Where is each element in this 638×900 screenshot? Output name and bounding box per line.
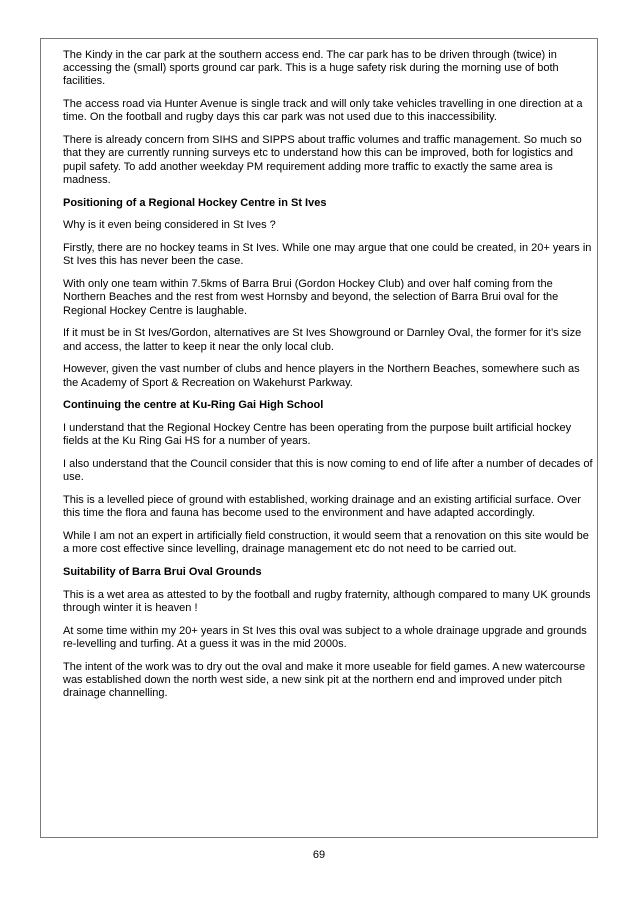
paragraph-end-of-life: I also understand that the Council consider that this is now coming to end of life after a number of decades of use. bbox=[63, 458, 593, 484]
paragraph-hunter-avenue-access: The access road via Hunter Avenue is single track and will only take vehicles travelling in one direction at a time. On the football and rugby days this car park was not used due to this inaccessibility. bbox=[63, 98, 583, 124]
paragraph-northern-beaches: However, given the vast number of clubs and hence players in the Northern Beaches, somewhere such as the Academy of Sport & Recreation on Wakehurst Parkway. bbox=[63, 363, 580, 389]
paragraph-why-st-ives: Why is it even being considered in St Ives ? bbox=[63, 219, 276, 232]
paragraph-no-hockey-teams: Firstly, there are no hockey teams in St Ives. While one may argue that one could be created, in 20+ years in St Ives this has never been the case. bbox=[63, 242, 592, 268]
section-heading-suitability: Suitability of Barra Brui Oval Grounds bbox=[63, 566, 262, 579]
paragraph-renovation: While I am not an expert in artificially field construction, it would seem that a renovation on this site would be a more cost effective since levelling, drainage management etc do not need to be carried out. bbox=[63, 530, 589, 556]
paragraph-wet-area: This is a wet area as attested to by the football and rugby fraternity, although compared to many UK grounds through winter it is heaven ! bbox=[63, 589, 591, 615]
paragraph-regional-centre-operating: I understand that the Regional Hockey Centre has been operating from the purpose built artificial hockey fields at the Ku Ring Gai HS for a number of years. bbox=[63, 422, 572, 448]
page-number: 69 bbox=[312, 849, 326, 861]
section-heading-positioning: Positioning of a Regional Hockey Centre in St Ives bbox=[63, 196, 327, 209]
paragraph-intent-of-work: The intent of the work was to dry out the oval and make it more useable for field games. A new watercourse was established down the north west side, a new sink pit at the northern end and improved under pitch drainage channelling. bbox=[63, 661, 586, 700]
document-body bbox=[63, 49, 595, 710]
paragraph-alternatives: If it must be in St Ives/Gordon, alternatives are St Ives Showground or Darnley Oval, the former for it’s size and access, the latter to keep it near the only local club. bbox=[63, 327, 582, 353]
paragraph-kindy-car-park: The Kindy in the car park at the southern access end. The car park has to be driven through (twice) in accessing the (small) sports ground car park. This is a huge safety risk during the morning use of both facilities. bbox=[63, 49, 559, 88]
paragraph-drainage-upgrade: At some time within my 20+ years in St Ives this oval was subject to a whole drainage upgrade and grounds re-levelling and turfing. At a guess it was in the mid 2000s. bbox=[63, 625, 587, 651]
paragraph-levelled-ground: This is a levelled piece of ground with established, working drainage and an existing artificial surface. Over this time the flora and fauna has become used to the environment and have adapted accordingly. bbox=[63, 494, 581, 520]
paragraph-traffic-concern: There is already concern from SIHS and SIPPS about traffic volumes and traffic management. So much so that they are currently running surveys etc to understand how this can be improved, both for logistics and pupil safety. To add another weekday PM requirement adding more traffic to exactly the same area is madness. bbox=[63, 134, 582, 186]
section-heading-continuing: Continuing the centre at Ku-Ring Gai High School bbox=[63, 399, 324, 412]
paragraph-gordon-hockey-club: With only one team within 7.5kms of Barra Brui (Gordon Hockey Club) and over half coming from the Northern Beaches and the rest from west Hornsby and beyond, the selection of Barra Brui oval for the Regional Hockey Centre is laughable. bbox=[63, 278, 559, 317]
